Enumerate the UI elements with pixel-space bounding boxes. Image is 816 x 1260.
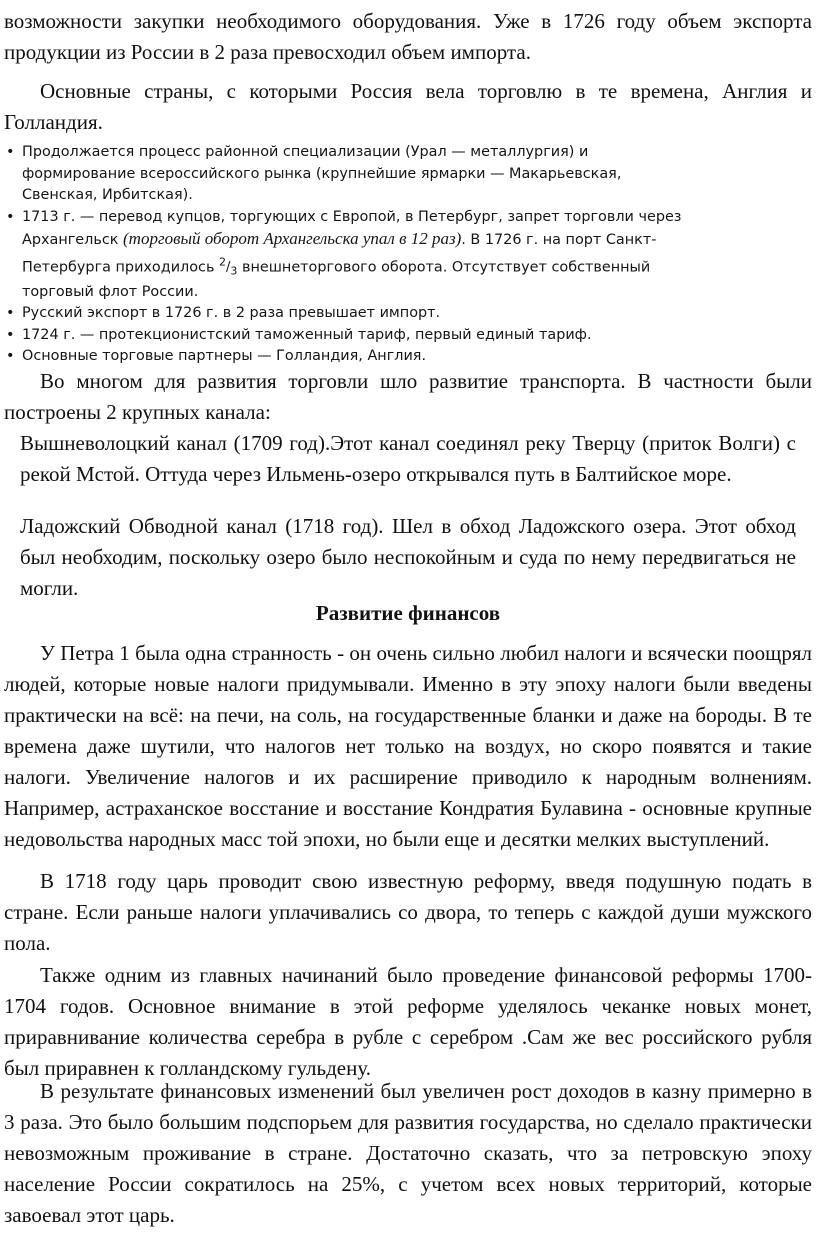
bullet-item [4, 303, 684, 325]
bullet-item [4, 325, 684, 347]
paragraph-reform: Также одним из главных начинаний было проведение финансовой реформы 1700-1704 годов. Основное внимание в этой реформе уделялось чеканке новых монет, приравнивание количества серебра в рубле с серебром .Сам же вес российского рубля был приравнен к голландскому гульдену. [4, 963, 812, 1080]
paragraph-transport: Во многом для развития торговли шло развитие транспорта. В частности были построены 2 крупных канала: [4, 369, 812, 424]
bullet-text: . В 1726 г. на порт Санкт-Петербурга приходилось [22, 232, 657, 275]
section-heading: Развитие финансов [315, 601, 501, 625]
bullet-dot-icon: • [6, 305, 15, 322]
bullet-dot-icon: • [6, 348, 15, 365]
paragraph-result: В результате финансовых изменений был увеличен рост доходов в казну примерно в 3 раза. Это было большим подспорьем для развития государства, но сделало практически невозможным проживание в стране. Достаточно сказать, что за петровскую эпоху население России сократилось на 25%, с учетом всех новых территорий, которые завоевал этот царь. [4, 1079, 812, 1227]
paragraph-1718: В 1718 году царь проводит свою известную реформу, введя подушную подать в стране. Если раньше налоги уплачивались со двора, то теперь с каждой души мужского пола. [4, 869, 812, 955]
paragraph-intro-end: возможности закупки необходимого оборудования. Уже в 1726 году объем экспорта продукции из России в 2 раза превосходил объем импорта. [4, 9, 812, 64]
bullet-dot-icon: • [6, 208, 15, 225]
bullet-text: внешнеторгового оборота. Отсутствует собственный торговый флот России. [22, 258, 651, 300]
bullet-item [4, 346, 684, 368]
bullet-text: 1713 г. — перевод купцов, торгующих с Европой, в Петербург, запрет торговли через Архангельск [22, 208, 682, 248]
paragraph-countries: Основные страны, с которыми Россия вела торговлю в те времена, Англия и Голландия. [4, 79, 812, 134]
bullet-text: Основные торговые партнеры — Голландия, Англия. [22, 348, 427, 365]
fraction: $^2/_3$ [219, 255, 238, 278]
bullet-item [4, 142, 684, 207]
bullet-text: Русский экспорт в 1726 г. в 2 раза превышает импорт. [22, 305, 441, 322]
canal-item-1: Вышневолоцкий канал (1709 год).Этот канал соединял реку Тверцу (приток Волги) с рекой Мстой. Оттуда через Ильмень-озеро открывался путь в Балтийское море. [20, 431, 796, 486]
canal-item-2: Ладожский Обводной канал (1718 год). Шел в обход Ладожского озера. Этот обход был необходим, поскольку озеро было неспокойным и суда по нему передвигаться не могли. [20, 514, 796, 600]
bullet-text: 1724 г. — протекционистский таможенный тариф, первый единый тариф. [22, 326, 592, 343]
bullet-text: Продолжается процесс районной специализации (Урал — металлургия) и формирование всероссийского рынка (крупнейшие ярмарки — Макарьевская, Свенская, Ирбитская). [22, 144, 622, 203]
paragraph-taxes: У Петра 1 была одна странность - он очень сильно любил налоги и всячески поощрял людей, которые новые налоги придумывали. Именно в эту эпоху налоги были введены практически на всё: на печи, на соль, на государственные бланки и даже на бороды. В те времена даже шутили, что налогов нет только на воздух, но скоро появятся и такие налоги. Увеличение налогов и их расширение приводило к народным волнениям. Например, астраханское восстание и восстание Кондратия Булавина - основные крупные недовольства народных масс той эпохи, но были еще и десятки мелких выступлений. [4, 641, 812, 851]
bullet-dot-icon: • [6, 326, 15, 343]
bullet-list [4, 142, 684, 368]
bullet-item [4, 207, 684, 304]
bullet-dot-icon: • [6, 144, 15, 160]
bullet-italic-note: (торговый оборот Архангельска упал в 12 раз) [123, 229, 462, 248]
